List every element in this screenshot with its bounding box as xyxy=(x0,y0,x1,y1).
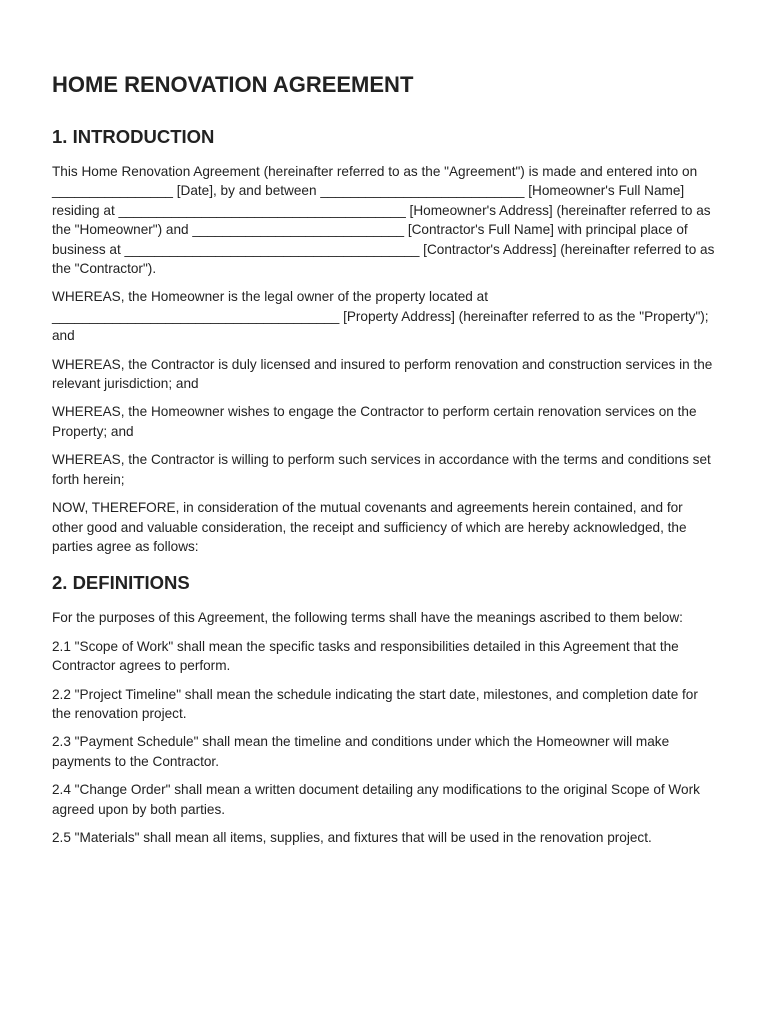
paragraph: This Home Renovation Agreement (hereinafter referred to as the "Agreement") is made and entered into on ________________ [Date], by and between ___________________________ [Homeowner's Full Name] residing at ______________________________________ [Homeowner's Address] (hereinafter referred to as the "Homeowner") and ____________________________ [Contractor's Full Name] with principal place of business at _______________________________________ [Contractor's Address] (hereinafter referred to as the "Contractor"). xyxy=(52,164,715,277)
definition-item: 2.2 "Project Timeline" shall mean the schedule indicating the start date, milestones, and completion date for the renovation project. xyxy=(52,686,698,721)
paragraph: WHEREAS, the Contractor is duly licensed and insured to perform renovation and construction services in the relevant jurisdiction; and xyxy=(52,356,713,392)
section-introduction xyxy=(52,124,717,556)
paragraph: WHEREAS, the Homeowner wishes to engage the Contractor to perform certain renovation services on the Property; and xyxy=(52,404,697,439)
section-definitions xyxy=(52,570,717,847)
paragraph: WHEREAS, the Contractor is willing to perform such services in accordance with the terms and conditions set forth herein; xyxy=(52,452,711,487)
section-heading: 2. DEFINITIONS xyxy=(52,572,190,594)
definition-item: 2.5 "Materials" shall mean all items, supplies, and fixtures that will be used in the renovation project. xyxy=(52,829,652,845)
section-heading: 1. INTRODUCTION xyxy=(52,126,215,147)
definition-item: 2.4 "Change Order" shall mean a written document detailing any modifications to the original Scope of Work agreed upon by both parties. xyxy=(52,782,700,817)
definition-item: 2.3 "Payment Schedule" shall mean the timeline and conditions under which the Homeowner will make payments to the Contractor. xyxy=(52,734,670,769)
paragraph: NOW, THEREFORE, in consideration of the mutual covenants and agreements herein contained, and for other good and valuable consideration, the receipt and sufficiency of which are hereby acknowledged, the parties agree as follows: xyxy=(52,500,687,554)
document-page xyxy=(52,70,717,856)
document-title: HOME RENOVATION AGREEMENT xyxy=(52,72,414,97)
definition-item: 2.1 "Scope of Work" shall mean the specific tasks and responsibilities detailed in this Agreement that the Contractor agrees to perform. xyxy=(52,638,679,674)
paragraph: WHEREAS, the Homeowner is the legal owner of the property located at ______________________________________ [Property Address] (hereinafter referred to as the "Property"); and xyxy=(52,289,709,344)
paragraph: For the purposes of this Agreement, the following terms shall have the meanings ascribed to them below: xyxy=(52,610,683,626)
